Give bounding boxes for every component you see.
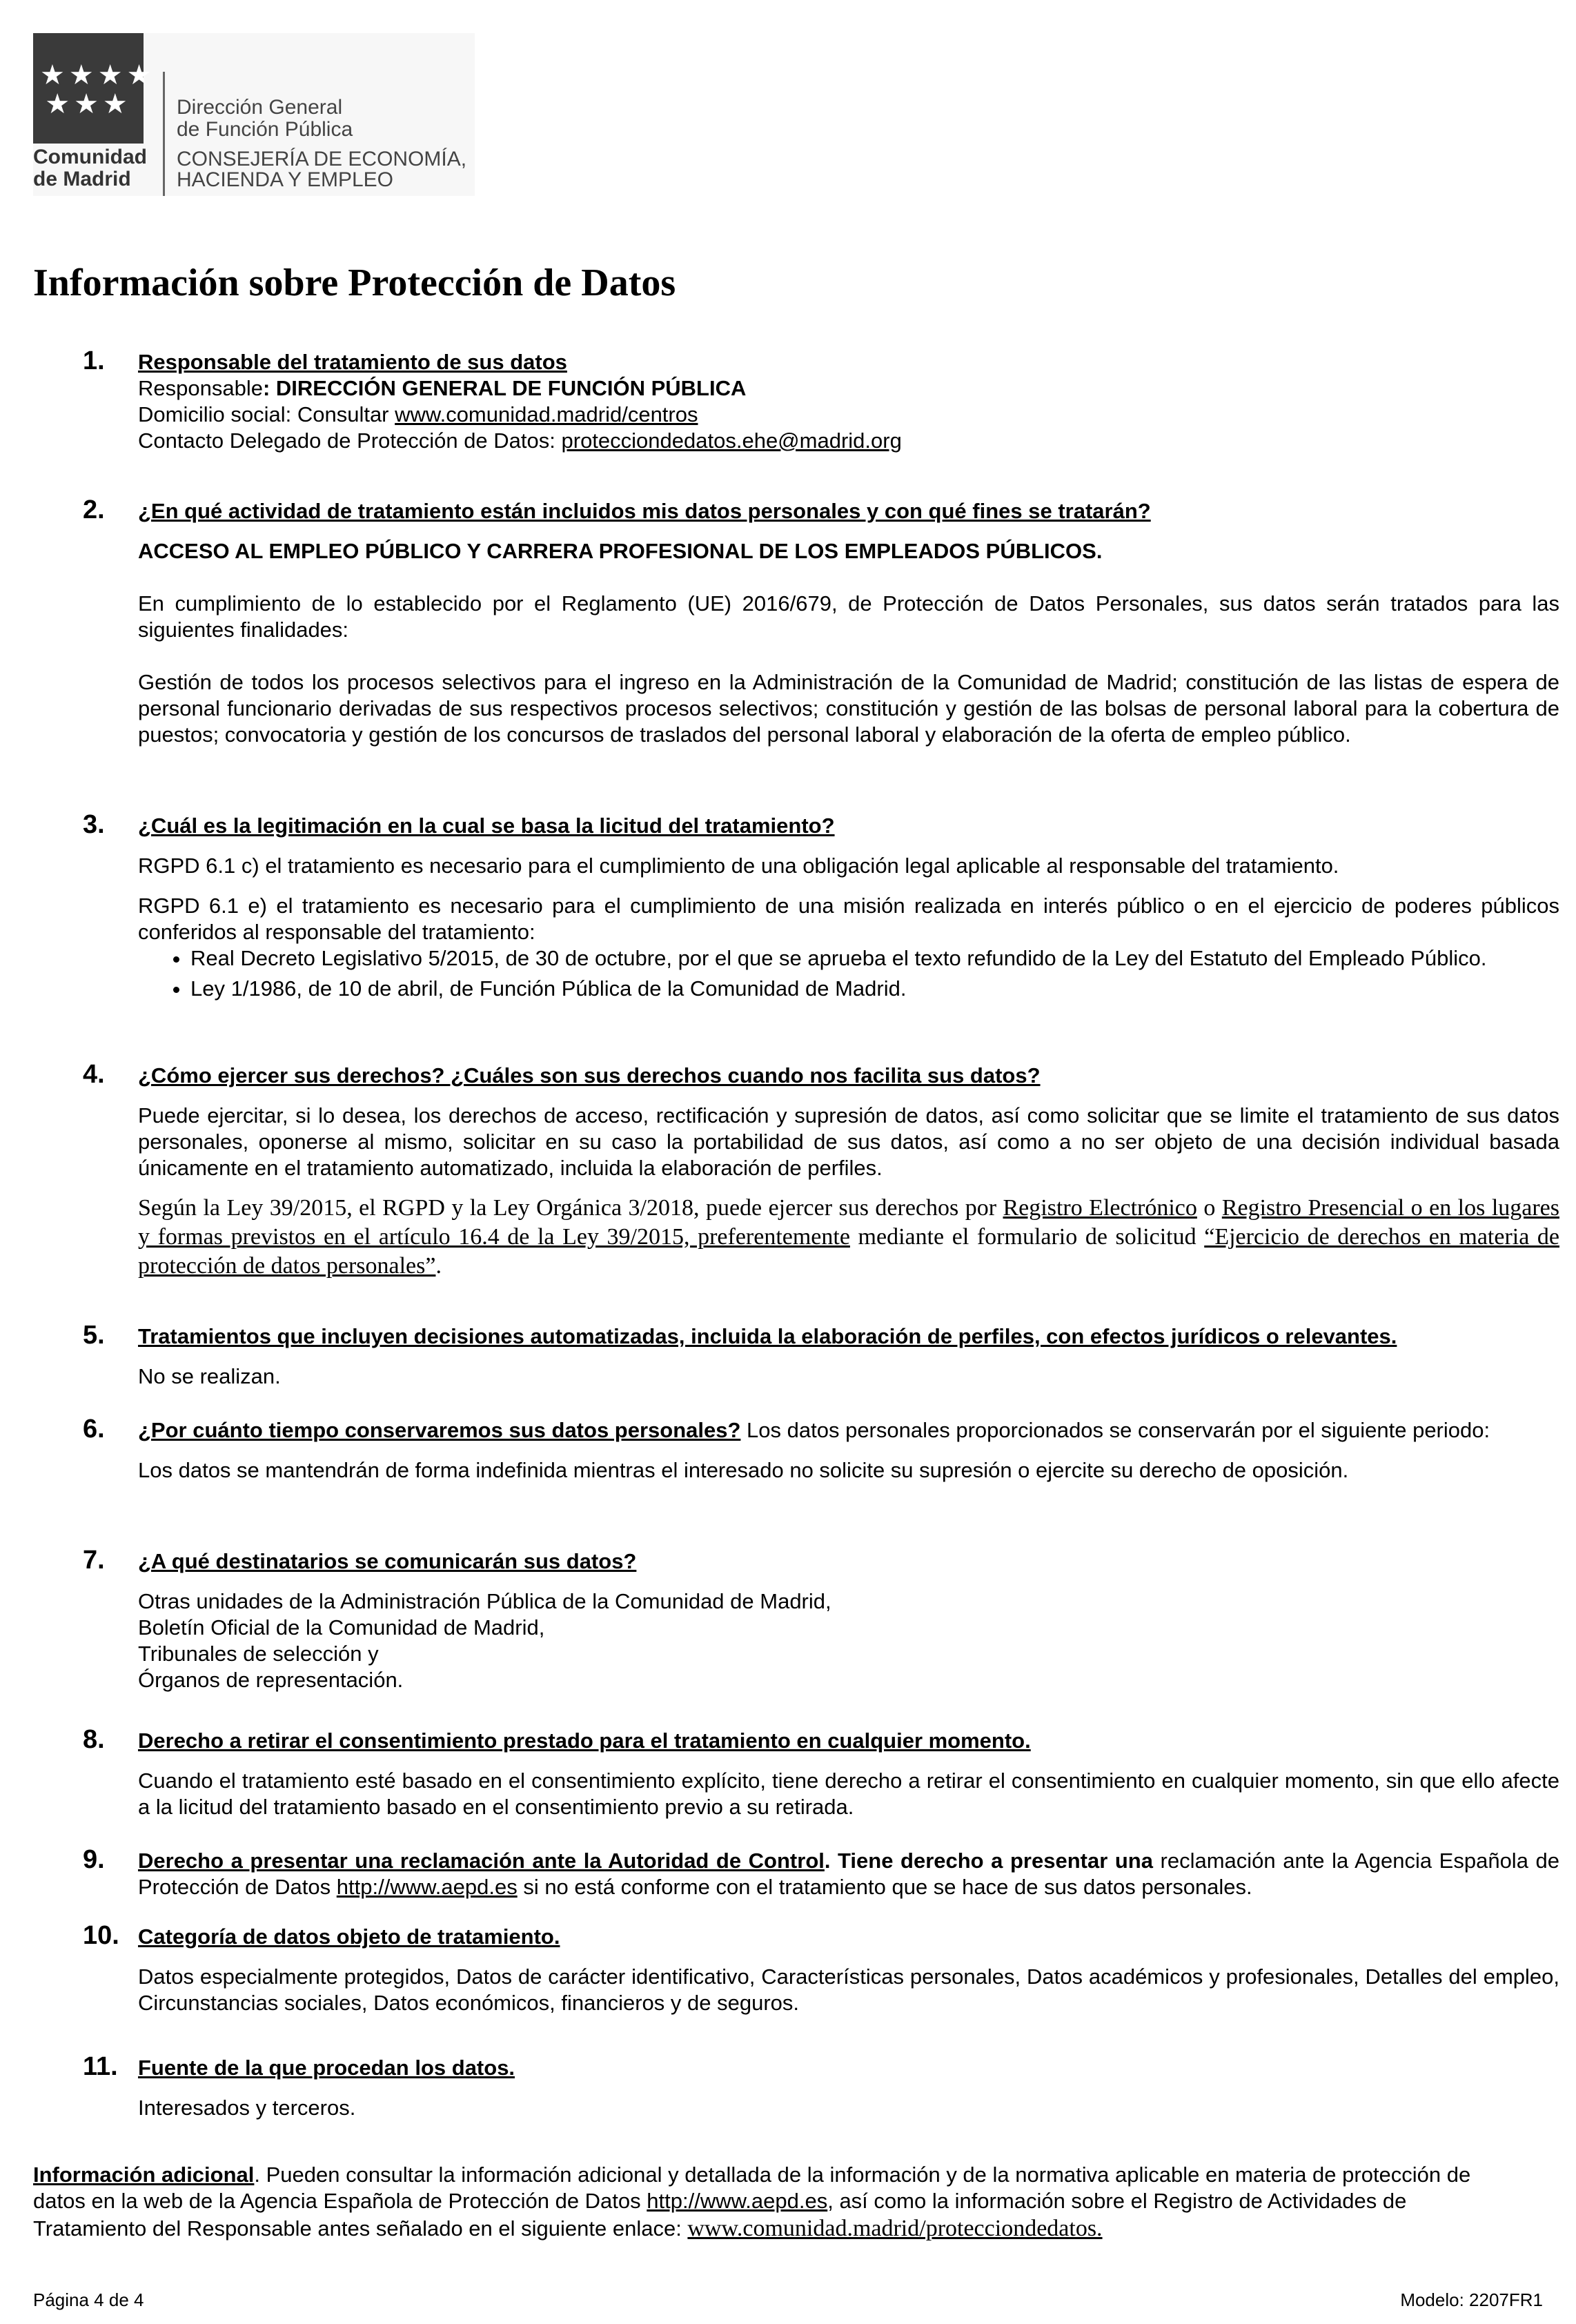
section-11 <box>83 2052 1559 2121</box>
section-1 <box>83 346 1559 454</box>
section-number: 3. <box>83 810 105 839</box>
logo-divider <box>163 72 165 196</box>
centros-link[interactable]: www.comunidad.madrid/centros <box>395 402 698 426</box>
section-4 <box>83 1060 1560 1281</box>
purpose-text: Gestión de todos los procesos selectivos para el ingreso en la Administración de la Comunidad de Madrid; constitución de las listas de espera de personal funcionario derivadas de sus respectivos procesos selectivos; constitución y gestión de las bolsas de personal laboral para la cobertura de puestos; convocatoria y gestión de los concursos de traslados del personal laboral y elaboración de la oferta de empleo público. <box>138 670 1559 747</box>
section-number: 10. <box>83 1921 119 1950</box>
data-protection-link[interactable]: www.comunidad.madrid/protecciondedatos. <box>687 2216 1103 2241</box>
recipient-line: Órganos de representación. <box>138 1668 404 1692</box>
section-text: Cuando el tratamiento esté basado en el consentimiento explícito, tiene derecho a retirar el consentimiento en cualquier momento, sin que ello afecte a la licitud del tratamiento basado en el consentimiento previo a su retirada. <box>138 1769 1559 1819</box>
comunidad-madrid-logo <box>33 33 475 196</box>
logo-stars-icon: ★★★★ ★★★ <box>40 60 156 119</box>
additional-information: Información adicional. Pueden consultar la información adicional y detallada de la información y de la normativa aplicable en materia de protección de datos en la web de la Agencia Española de Protección de Datos http://www.aepd.es, así como la información sobre el Registro de Actividades de Tratamiento del Responsable antes señalado en el siguiente enlace: www.comunidad.madrid/protecciondedatos. <box>33 2163 1471 2241</box>
section-text: Interesados y terceros. <box>138 2096 356 2120</box>
activity-name: ACCESO AL EMPLEO PÚBLICO Y CARRERA PROFESIONAL DE LOS EMPLEADOS PÚBLICOS. <box>138 539 1103 563</box>
retention-heading: ¿Por cuánto tiempo conservaremos sus datos personales? Los datos personales proporcionados se conservarán por el siguiente periodo: <box>138 1418 1490 1442</box>
section-8 <box>83 1725 1559 1820</box>
rights-exercise-text: Según la Ley 39/2015, el RGPD y la Ley Orgánica 3/2018, puede ejercer sus derechos por Registro Electrónico o Registro Presencial o en los lugares y formas previstos en el artículo 16.4 de la Ley 39/2015, preferentemente mediante el formulario de solicitud “Ejercicio de derechos en materia de protección de datos personales”. <box>138 1195 1560 1279</box>
section-heading: Derecho a retirar el consentimiento prestado para el tratamiento en cualquier momento. <box>138 1729 1031 1753</box>
section-heading: Tratamientos que incluyen decisiones automatizadas, incluida la elaboración de perfiles, con efectos jurídicos o relevantes. <box>138 1324 1397 1348</box>
legal-basis-c: RGPD 6.1 c) el tratamiento es necesario para el cumplimiento de una obligación legal aplicable al responsable del tratamiento. <box>138 854 1339 878</box>
section-number: 4. <box>83 1060 105 1089</box>
aepd-link[interactable]: http://www.aepd.es <box>336 1875 518 1899</box>
purpose-intro: En cumplimiento de lo establecido por el Reglamento (UE) 2016/679, de Protección de Datos Personales, sus datos serán tratados para las siguientes finalidades: <box>138 591 1559 642</box>
section-3 <box>83 810 1559 1002</box>
section-heading: ¿Cuál es la legitimación en la cual se basa la licitud del tratamiento? <box>138 814 835 838</box>
recipient-line: Otras unidades de la Administración Pública de la Comunidad de Madrid, <box>138 1589 831 1613</box>
electronic-registry-link[interactable]: Registro Electrónico <box>1003 1195 1197 1221</box>
department-name: Dirección General de Función Pública <box>177 96 353 141</box>
address-line: Domicilio social: Consultar www.comunidad.madrid/centros <box>138 402 698 426</box>
section-9 <box>83 1845 1559 1900</box>
section-number: 2. <box>83 495 105 524</box>
list-item: • Ley 1/1986, de 10 de abril, de Función Pública de la Comunidad de Madrid. <box>190 976 1559 1002</box>
section-number: 6. <box>83 1415 105 1444</box>
section-number: 7. <box>83 1546 105 1575</box>
model-code: Modelo: 2207FR1 <box>1400 2289 1543 2310</box>
section-number: 8. <box>83 1725 105 1754</box>
controller-line: Responsable: DIRECCIÓN GENERAL DE FUNCIÓN PÚBLICA <box>138 376 747 400</box>
section-number: 11. <box>83 2052 118 2081</box>
section-7 <box>83 1548 1559 1693</box>
section-heading: ¿A qué destinatarios se comunicarán sus datos? <box>138 1549 637 1573</box>
page-number: Página 4 de 4 <box>33 2289 144 2310</box>
list-item: • Real Decreto Legislativo 5/2015, de 30 de octubre, por el que se aprueba el texto refundido de la Ley del Estatuto del Empleado Público. <box>190 945 1559 972</box>
section-10 <box>83 1921 1559 2016</box>
section-heading: Fuente de la que procedan los datos. <box>138 2056 515 2080</box>
section-6 <box>83 1417 1559 1484</box>
section-number: 1. <box>83 346 105 375</box>
section-heading: ¿En qué actividad de tratamiento están incluidos mis datos personales y con qué fines se tratarán? <box>138 499 1151 523</box>
ministry-name: CONSEJERÍA DE ECONOMÍA, HACIENDA Y EMPLEO <box>177 148 467 191</box>
rights-form-link[interactable]: “Ejercicio de derechos en materia de protección de datos personales” <box>138 1224 1560 1279</box>
legal-basis-list <box>138 945 1559 1002</box>
recipient-line: Boletín Oficial de la Comunidad de Madrid, <box>138 1615 545 1639</box>
recipient-line: Tribunales de selección y <box>138 1642 379 1666</box>
dpo-email-link[interactable]: protecciondedatos.ehe@madrid.org <box>561 429 902 453</box>
aepd-link[interactable]: http://www.aepd.es <box>647 2189 828 2213</box>
rights-text: Puede ejercitar, si lo desea, los derechos de acceso, rectificación y supresión de datos, así como solicitar que se limite el tratamiento de sus datos personales, oponerse al mismo, solicitar en su caso la portabilidad de sus datos, así como a no ser objeto de una decisión individual basada únicamente en el tratamiento automatizado, incluida la elaboración de perfiles. <box>138 1103 1559 1180</box>
section-5 <box>83 1323 1559 1390</box>
section-number: 9. <box>83 1845 105 1874</box>
section-2 <box>83 495 1559 748</box>
section-heading: Responsable del tratamiento de sus datos <box>138 350 567 374</box>
page-title: Información sobre Protección de Datos <box>33 262 676 304</box>
section-heading: Categoría de datos objeto de tratamiento. <box>138 1924 560 1949</box>
section-heading: ¿Cómo ejercer sus derechos? ¿Cuáles son sus derechos cuando nos facilita sus datos? <box>138 1063 1041 1087</box>
legal-basis-e: RGPD 6.1 e) el tratamiento es necesario para el cumplimiento de una misión realizada en interés público o en el ejercicio de poderes públicos conferidos al responsable del tratamiento: <box>138 894 1559 944</box>
dpo-contact-line: Contacto Delegado de Protección de Datos: protecciondedatos.ehe@madrid.org <box>138 429 902 453</box>
section-text: Los datos se mantendrán de forma indefinida mientras el interesado no solicite su supresión o ejercite su derecho de oposición. <box>138 1458 1349 1482</box>
in-person-registry-link[interactable]: Registro Presencial o en los lugares y formas previstos en el artículo 16.4 de la Ley 39/2015, preferentemente <box>138 1195 1559 1250</box>
section-text: Datos especialmente protegidos, Datos de carácter identificativo, Características personales, Datos académicos y profesionales, Detalles del empleo, Circunstancias sociales, Datos económicos, financieros y de seguros. <box>138 1964 1559 2015</box>
additional-info-heading: Información adicional <box>33 2163 255 2187</box>
section-number: 5. <box>83 1321 105 1350</box>
logo-caption: Comunidad de Madrid <box>33 146 147 190</box>
complaint-text: Derecho a presentar una reclamación ante la Autoridad de Control. Tiene derecho a presentar una reclamación ante la Agencia Española de Protección de Datos http://www.aepd.es si no está conforme con el tratamiento que se hace de sus datos personales. <box>138 1849 1559 1899</box>
section-text: No se realizan. <box>138 1364 281 1388</box>
